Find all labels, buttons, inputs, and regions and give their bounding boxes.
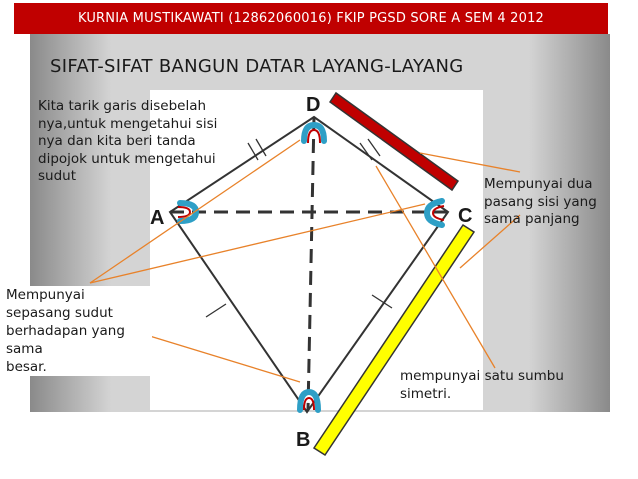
vertex-a-label: A: [150, 207, 165, 229]
note-symmetry: mempunyai satu sumbu simetri.: [400, 368, 564, 402]
note-opposite-angles: Mempunyai sepasang sudut berhadapan yang sama besar.: [6, 286, 152, 376]
side-tick-marks: [206, 139, 392, 317]
slide-title: SIFAT-SIFAT BANGUN DATAR LAYANG-LAYANG: [50, 56, 464, 77]
vertex-d-label: D: [306, 94, 321, 116]
vertex-b-label: B: [296, 429, 311, 451]
angle-arc-d: [304, 125, 324, 141]
vertical-diagonal: [308, 117, 314, 410]
vertex-c-label: C: [458, 205, 473, 227]
note-draw-line: Kita tarik garis disebelah nya,untuk mengetahui sisi nya dan kita beri tanda dipojok untuk mengetahui sudut: [38, 98, 218, 184]
yellow-side-bar: [314, 225, 474, 455]
note-two-pairs: Mempunyai dua pasang sisi yang sama panjang: [484, 176, 597, 227]
header-banner: KURNIA MUSTIKAWATI (12862060016) FKIP PGSD SORE A SEM 4 2012: [14, 3, 608, 34]
